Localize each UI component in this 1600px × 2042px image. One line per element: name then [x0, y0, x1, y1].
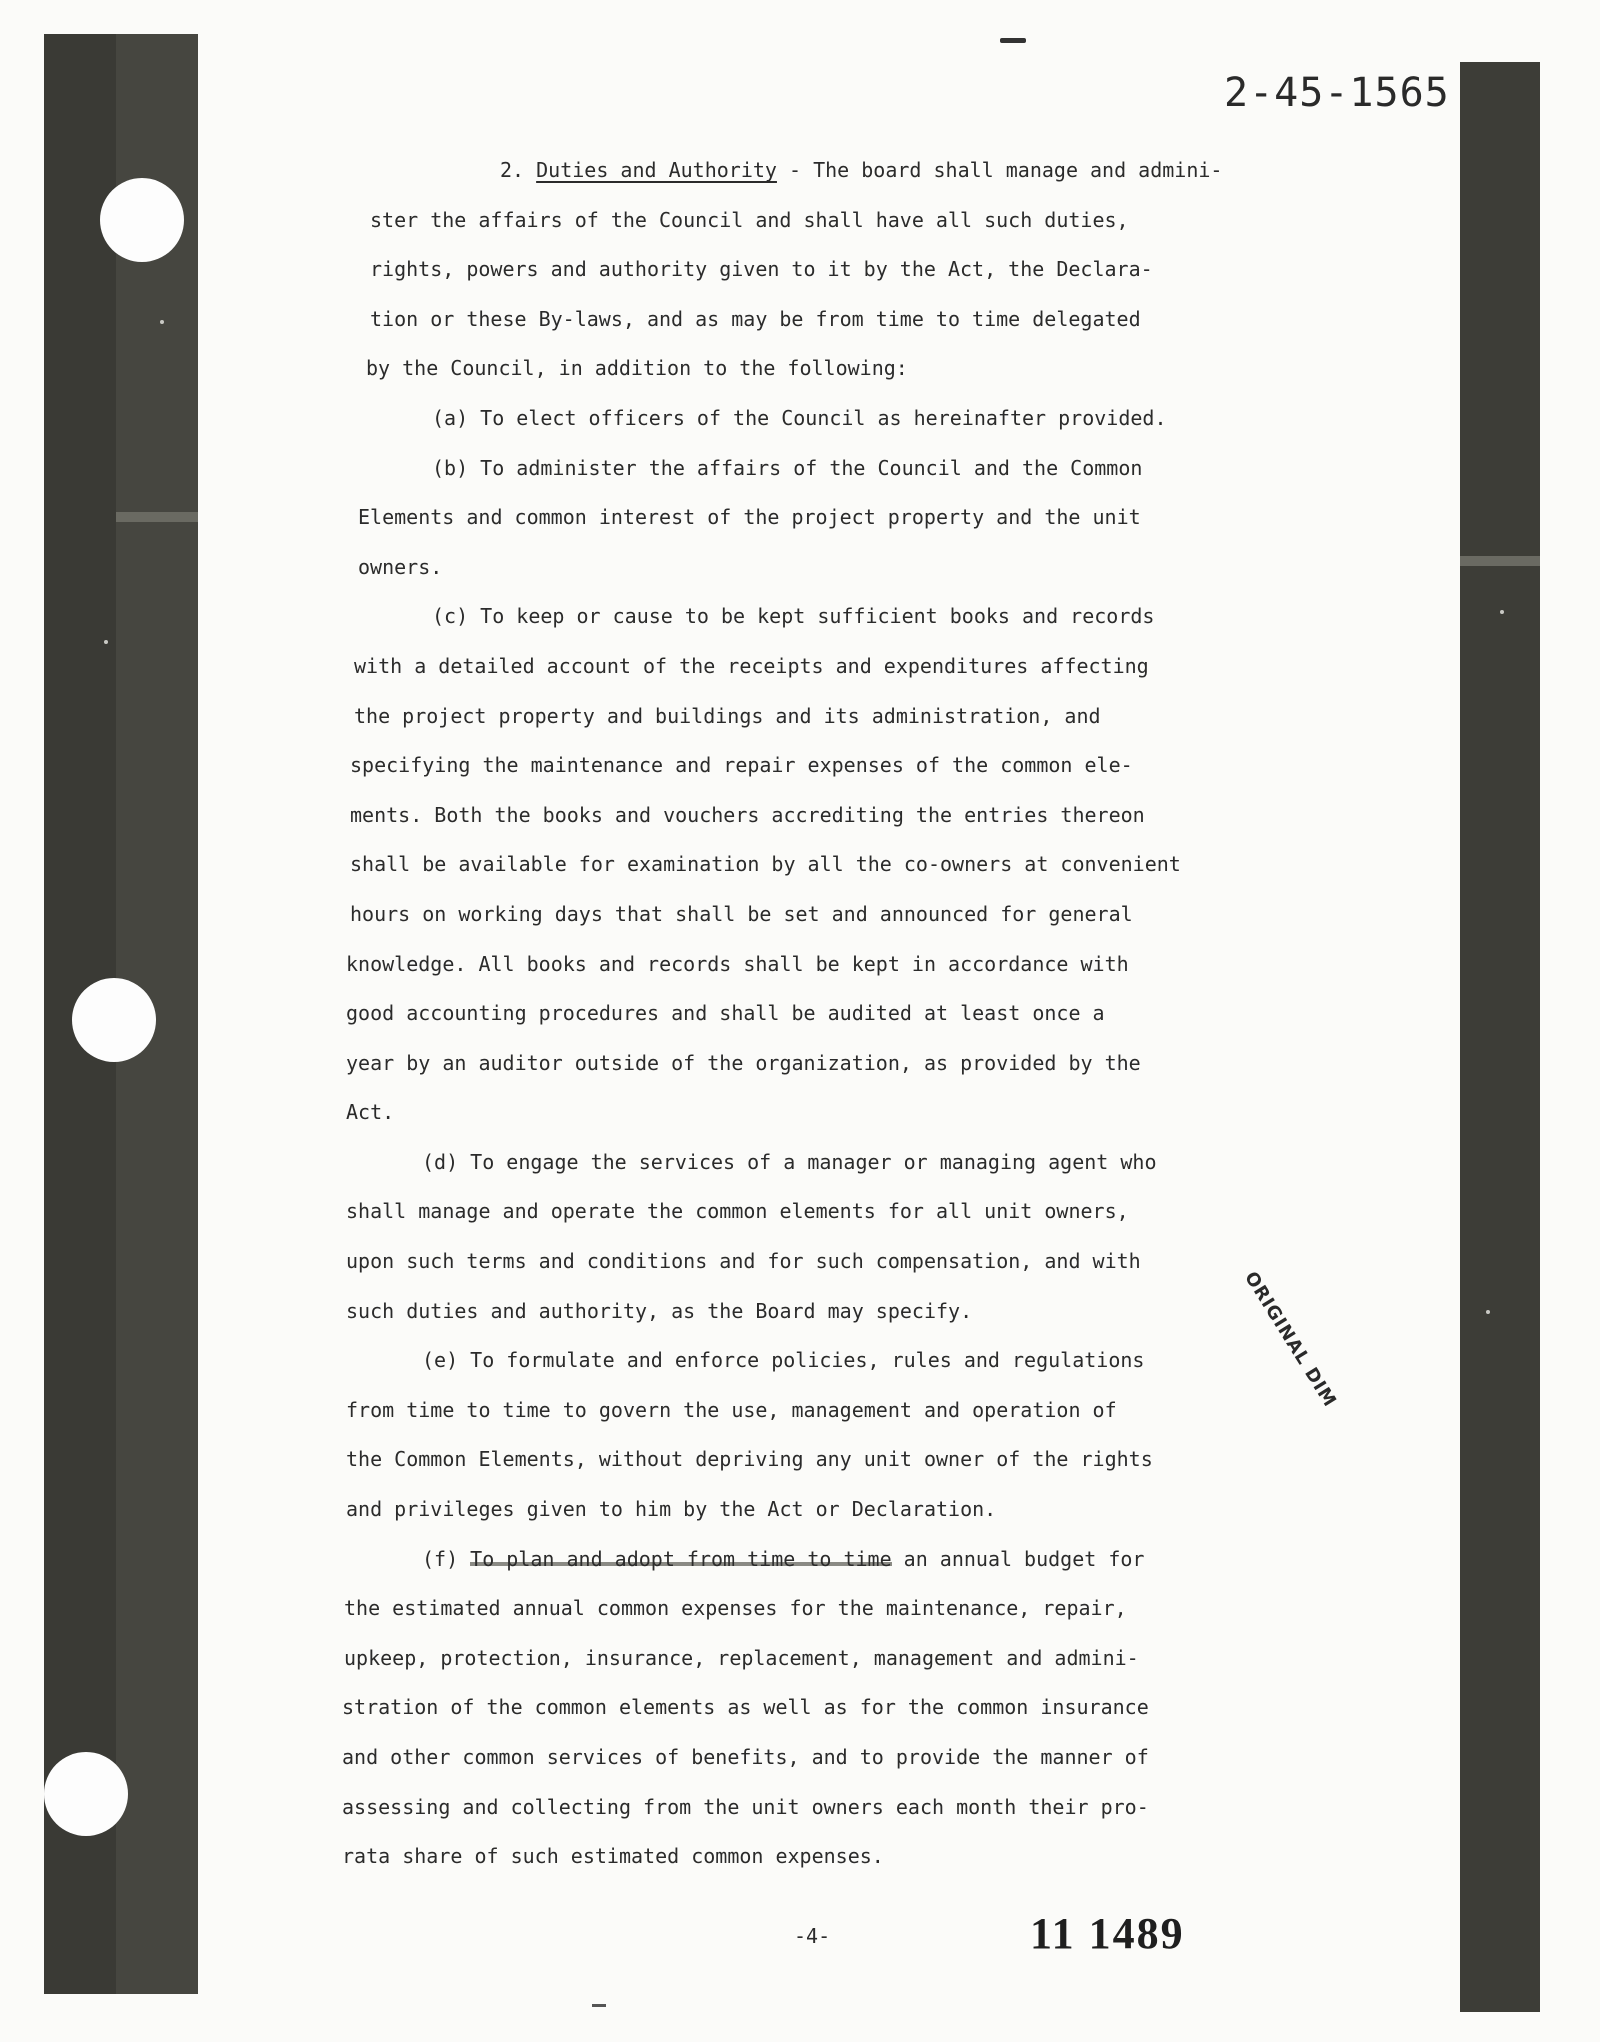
- line-text: - The board shall manage and admini-: [776, 158, 1223, 182]
- text-line: [422, 1535, 1290, 1585]
- book-page-number: 11 1489: [1030, 1909, 1185, 1958]
- text-line: [346, 989, 1290, 1039]
- text-line: [346, 1088, 1290, 1138]
- scan-speck: [160, 320, 164, 324]
- text-line: [346, 1386, 1290, 1436]
- right-scan-border: [1460, 62, 1540, 2012]
- line-text: year by an auditor outside of the organization, as provided by the: [346, 1050, 1141, 1075]
- scan-speck: [1486, 1310, 1490, 1314]
- line-text: ster the affairs of the Council and shall have all such duties,: [370, 207, 1129, 232]
- scan-mark: [592, 2004, 606, 2007]
- line-text: such duties and authority, as the Board may specify.: [346, 1298, 973, 1323]
- text-line: [422, 1336, 1290, 1386]
- line-text: tion or these By-laws, and as may be from time to time delegated: [370, 306, 1141, 331]
- line-text: and privileges given to him by the Act or Declaration.: [346, 1497, 997, 1522]
- text-line: [346, 940, 1290, 990]
- line-prefix: 2.: [500, 158, 537, 182]
- line-text: shall be available for examination by all the co-owners at convenient: [350, 852, 1181, 877]
- line-text: upon such terms and conditions and for such compensation, and with: [346, 1249, 1141, 1274]
- section-heading: Duties and Authority: [536, 158, 777, 182]
- text-line: [366, 344, 1290, 394]
- fold-line: [116, 512, 198, 522]
- line-text: rights, powers and authority given to it by the Act, the Declara-: [370, 257, 1153, 282]
- line-text: with a detailed account of the receipts and expenditures affecting: [354, 653, 1149, 678]
- document-number: 2-45-1565: [1224, 70, 1450, 116]
- line-text: (c) To keep or cause to be kept sufficient books and records: [432, 604, 1155, 629]
- line-text: owners.: [358, 554, 443, 579]
- text-line: [370, 245, 1290, 295]
- line-text: the Common Elements, without depriving any unit owner of the rights: [346, 1447, 1153, 1472]
- text-line: [344, 1634, 1290, 1684]
- text-line: [358, 543, 1290, 593]
- text-line: [354, 692, 1290, 742]
- line-text: (d) To engage the services of a manager or managing agent who: [422, 1149, 1157, 1174]
- line-text: Act.: [346, 1100, 395, 1125]
- bylaws-text: [342, 146, 1290, 1882]
- line-text: rata share of such estimated common expenses.: [342, 1844, 884, 1869]
- text-line: [370, 196, 1290, 246]
- highlighted-phrase: To plan and adopt from time to time: [470, 1546, 892, 1571]
- line-text: stration of the common elements as well as for the common insurance: [342, 1695, 1149, 1720]
- binder-hole: [72, 978, 156, 1062]
- text-line: [342, 1733, 1290, 1783]
- text-line: [346, 1237, 1290, 1287]
- original-stamp: ORIGINAL DIM: [1240, 1268, 1341, 1412]
- text-line: [350, 791, 1290, 841]
- binder-hole: [100, 178, 184, 262]
- line-text: ments. Both the books and vouchers accrediting the entries thereon: [350, 802, 1145, 827]
- line-text: an annual budget for: [891, 1546, 1145, 1571]
- line-text: by the Council, in addition to the following:: [366, 356, 908, 381]
- line-text: the estimated annual common expenses for the maintenance, repair,: [344, 1596, 1127, 1621]
- page-number: -4-: [794, 1924, 831, 1948]
- line-text: the project property and buildings and its administration, and: [354, 703, 1101, 728]
- line-text: hours on working days that shall be set and announced for general: [350, 901, 1133, 926]
- text-line: [432, 444, 1290, 494]
- binder-hole: [44, 1752, 128, 1836]
- fold-line: [1460, 556, 1540, 566]
- text-line: [358, 493, 1290, 543]
- scan-speck: [104, 640, 108, 644]
- line-text: assessing and collecting from the unit owners each month their pro-: [342, 1794, 1149, 1819]
- text-line: [432, 592, 1290, 642]
- text-line: [342, 1683, 1290, 1733]
- text-line: [344, 1584, 1290, 1634]
- text-line: [500, 146, 1290, 196]
- text-line: [346, 1039, 1290, 1089]
- line-text: (e) To formulate and enforce policies, rules and regulations: [422, 1348, 1145, 1373]
- line-text: good accounting procedures and shall be audited at least once a: [346, 1001, 1105, 1026]
- line-text: shall manage and operate the common elements for all unit owners,: [346, 1199, 1129, 1224]
- line-text: from time to time to govern the use, management and operation of: [346, 1397, 1117, 1422]
- text-line: [432, 394, 1290, 444]
- text-line: [350, 741, 1290, 791]
- scan-mark: [1000, 38, 1026, 43]
- text-line: [370, 295, 1290, 345]
- line-text: upkeep, protection, insurance, replacement, management and admini-: [344, 1645, 1139, 1670]
- line-prefix: (f): [422, 1546, 471, 1571]
- text-line: [346, 1187, 1290, 1237]
- text-line: [350, 890, 1290, 940]
- scan-speck: [1500, 610, 1504, 614]
- text-line: [346, 1287, 1290, 1337]
- text-line: [342, 1783, 1290, 1833]
- text-line: [346, 1435, 1290, 1485]
- text-line: [350, 840, 1290, 890]
- text-line: [342, 1832, 1290, 1882]
- line-text: (b) To administer the affairs of the Council and the Common: [432, 455, 1143, 480]
- line-text: Elements and common interest of the project property and the unit: [358, 505, 1141, 530]
- line-text: specifying the maintenance and repair expenses of the common ele-: [350, 753, 1133, 778]
- text-line: [346, 1485, 1290, 1535]
- line-text: and other common services of benefits, and to provide the manner of: [342, 1745, 1149, 1769]
- line-text: (a) To elect officers of the Council as hereinafter provided.: [432, 405, 1167, 430]
- text-line: [422, 1138, 1290, 1188]
- text-line: [354, 642, 1290, 692]
- line-text: knowledge. All books and records shall be kept in accordance with: [346, 951, 1129, 976]
